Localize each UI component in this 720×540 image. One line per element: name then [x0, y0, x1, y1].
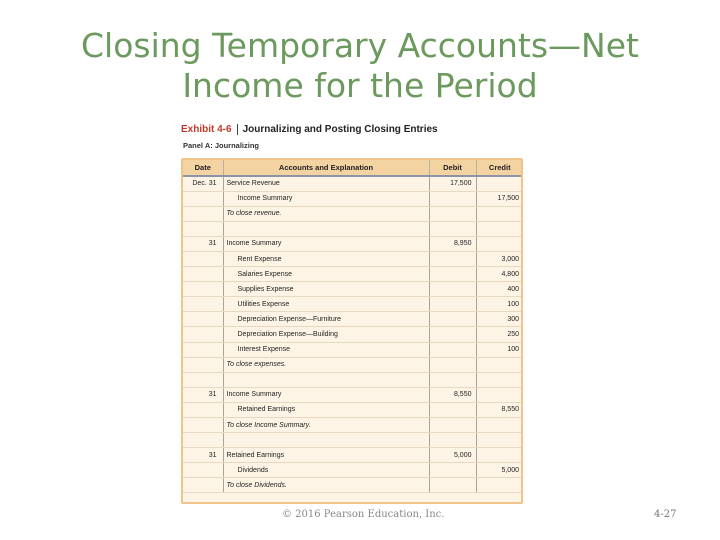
column-header-debit: Debit	[429, 160, 476, 176]
credit-cell	[476, 206, 523, 221]
journal-body	[183, 176, 523, 493]
date-cell	[183, 191, 223, 206]
account-cell: Interest Expense	[223, 342, 429, 357]
exhibit-number: Exhibit 4-6	[181, 124, 238, 135]
credit-cell: 8,550	[476, 402, 523, 417]
debit-cell: 8,950	[429, 236, 476, 251]
date-cell	[183, 478, 223, 493]
account-cell: Depreciation Expense—Furniture	[223, 312, 429, 327]
table-row	[183, 448, 523, 463]
credit-cell	[476, 418, 523, 433]
credit-cell: 5,000	[476, 463, 523, 478]
debit-cell	[429, 191, 476, 206]
account-cell: Retained Earnings	[223, 448, 429, 463]
table-row	[183, 297, 523, 312]
copyright-notice: © 2016 Pearson Education, Inc.	[282, 509, 445, 520]
date-cell	[183, 357, 223, 372]
column-header-credit: Credit	[476, 160, 523, 176]
table-row	[183, 478, 523, 493]
slide-title-line-1: Closing Temporary Accounts—Net	[81, 26, 639, 65]
debit-cell	[429, 357, 476, 372]
date-cell: 31	[183, 387, 223, 402]
credit-cell	[476, 221, 523, 236]
account-cell: Income Summary	[223, 191, 429, 206]
account-cell: Retained Earnings	[223, 402, 429, 417]
account-cell	[223, 221, 429, 236]
table-row	[183, 221, 523, 236]
debit-cell	[429, 282, 476, 297]
account-cell: Income Summary	[223, 236, 429, 251]
column-header-date: Date	[183, 160, 223, 176]
credit-cell: 100	[476, 342, 523, 357]
debit-cell	[429, 478, 476, 493]
table-header-row	[183, 160, 523, 176]
debit-cell: 17,500	[429, 176, 476, 191]
journal-table	[183, 160, 523, 493]
date-cell	[183, 342, 223, 357]
date-cell	[183, 463, 223, 478]
table-row	[183, 312, 523, 327]
table-row	[183, 327, 523, 342]
account-cell: Rent Expense	[223, 251, 429, 266]
table-row	[183, 357, 523, 372]
credit-cell	[476, 448, 523, 463]
table-row	[183, 176, 523, 191]
account-cell: Supplies Expense	[223, 282, 429, 297]
table-row	[183, 206, 523, 221]
table-row	[183, 191, 523, 206]
credit-cell	[476, 176, 523, 191]
table-row	[183, 433, 523, 448]
account-cell	[223, 372, 429, 387]
account-cell: To close expenses.	[223, 357, 429, 372]
credit-cell	[476, 433, 523, 448]
table-row	[183, 251, 523, 266]
slide-title	[20, 26, 700, 106]
credit-cell	[476, 387, 523, 402]
account-cell: Service Revenue	[223, 176, 429, 191]
credit-cell	[476, 236, 523, 251]
table-row	[183, 372, 523, 387]
exhibit-title: Journalizing and Posting Closing Entries	[242, 123, 438, 135]
debit-cell	[429, 402, 476, 417]
date-cell	[183, 372, 223, 387]
credit-cell	[476, 357, 523, 372]
table-row	[183, 463, 523, 478]
debit-cell	[429, 433, 476, 448]
debit-cell	[429, 342, 476, 357]
debit-cell	[429, 206, 476, 221]
account-cell	[223, 433, 429, 448]
account-cell: To close Income Summary.	[223, 418, 429, 433]
table-row	[183, 282, 523, 297]
debit-cell	[429, 221, 476, 236]
date-cell	[183, 418, 223, 433]
debit-cell	[429, 267, 476, 282]
date-cell	[183, 221, 223, 236]
credit-cell: 100	[476, 297, 523, 312]
debit-cell: 8,550	[429, 387, 476, 402]
account-cell: Utilities Expense	[223, 297, 429, 312]
date-cell: 31	[183, 448, 223, 463]
account-cell: Income Summary	[223, 387, 429, 402]
date-cell	[183, 206, 223, 221]
slide-title-line-2: Income for the Period	[182, 66, 538, 105]
date-cell: 31	[183, 236, 223, 251]
date-cell: Dec. 31	[183, 176, 223, 191]
table-row	[183, 402, 523, 417]
account-cell: To close revenue.	[223, 206, 429, 221]
exhibit-header	[181, 121, 526, 137]
credit-cell: 400	[476, 282, 523, 297]
date-cell	[183, 297, 223, 312]
journal-table-frame	[181, 158, 523, 504]
debit-cell	[429, 463, 476, 478]
date-cell	[183, 433, 223, 448]
credit-cell	[476, 372, 523, 387]
date-cell	[183, 312, 223, 327]
debit-cell	[429, 372, 476, 387]
credit-cell: 4,800	[476, 267, 523, 282]
account-cell: Salaries Expense	[223, 267, 429, 282]
table-row	[183, 418, 523, 433]
slide-number: 4-27	[654, 509, 677, 520]
debit-cell	[429, 312, 476, 327]
debit-cell	[429, 327, 476, 342]
table-row	[183, 267, 523, 282]
account-cell: Depreciation Expense—Building	[223, 327, 429, 342]
debit-cell: 5,000	[429, 448, 476, 463]
table-row	[183, 342, 523, 357]
credit-cell: 17,500	[476, 191, 523, 206]
debit-cell	[429, 418, 476, 433]
debit-cell	[429, 251, 476, 266]
date-cell	[183, 402, 223, 417]
credit-cell: 300	[476, 312, 523, 327]
date-cell	[183, 267, 223, 282]
account-cell: Dividends	[223, 463, 429, 478]
date-cell	[183, 282, 223, 297]
column-header-accounts: Accounts and Explanation	[223, 160, 429, 176]
credit-cell: 3,000	[476, 251, 523, 266]
account-cell: To close Dividends.	[223, 478, 429, 493]
credit-cell	[476, 478, 523, 493]
panel-label: Panel A: Journalizing	[183, 141, 259, 150]
table-row	[183, 236, 523, 251]
date-cell	[183, 327, 223, 342]
credit-cell: 250	[476, 327, 523, 342]
table-row	[183, 387, 523, 402]
debit-cell	[429, 297, 476, 312]
date-cell	[183, 251, 223, 266]
